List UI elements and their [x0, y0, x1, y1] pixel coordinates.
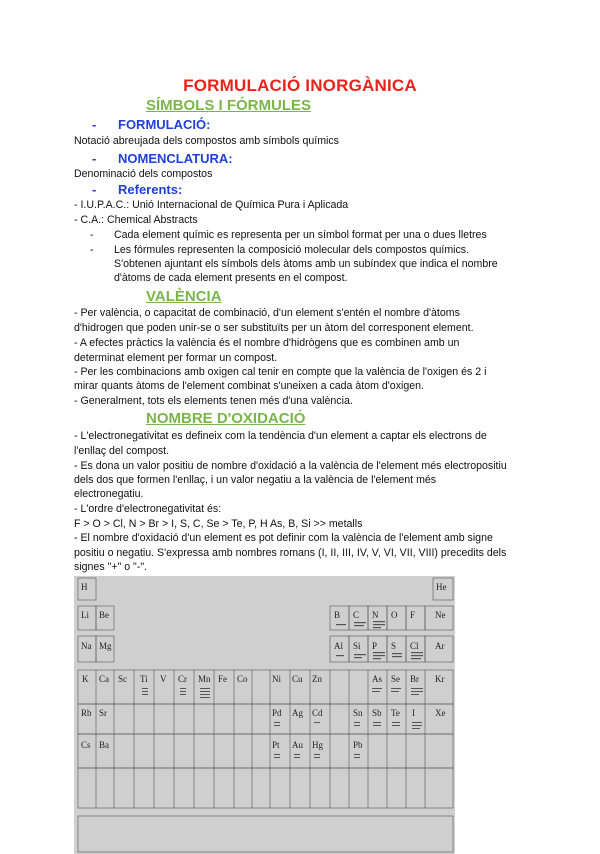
- element-symbol: F: [410, 610, 416, 620]
- valencia-line: d'hidrogen que poden unir-se o ser substituïts per un àtom del corresponent element.: [74, 322, 474, 334]
- element-symbol: H: [81, 582, 88, 592]
- element-symbol: K: [82, 674, 89, 684]
- element-symbol: Ne: [435, 610, 446, 620]
- element-symbol: As: [372, 674, 383, 684]
- element-symbol: Ca: [99, 674, 109, 684]
- element-symbol: Sb: [372, 708, 382, 718]
- element-symbol: Kr: [435, 674, 445, 684]
- valencia-line: mirar quants àtoms de l'element combinat s'uneixen a cada àtom d'oxigen.: [74, 380, 424, 392]
- oxidacio-line: positiu o negatiu. S'expressa amb nombres romans (I, II, III, IV, V, VI, VII, VIII) precedits dels: [74, 547, 507, 559]
- oxidacio-line: - L'ordre d'electronegativitat és:: [74, 503, 222, 515]
- heading-dash: -: [92, 117, 97, 132]
- element-symbol: Se: [391, 674, 400, 684]
- oxidacio-line: - Es dona un valor positiu de nombre d'oxidació a la valència de l'element més electropositiu: [74, 460, 507, 472]
- element-symbol: Sn: [353, 708, 363, 718]
- element-symbol: Na: [81, 641, 92, 651]
- bullet-dash: -: [90, 229, 94, 241]
- oxidacio-line: - L'electronegativitat es defineix com la tendència d'un element a captar els electrons de: [74, 430, 487, 442]
- element-symbol: Pt: [272, 740, 280, 750]
- element-symbol: Ba: [99, 740, 109, 750]
- element-symbol: Cl: [410, 641, 419, 651]
- oxidacio-line: - El nombre d'oxidació d'un element es pot definir com la valència de l'element amb signe: [74, 532, 493, 544]
- element-symbol: S: [391, 641, 397, 651]
- element-symbol: Hg: [312, 740, 323, 750]
- referents-line: - I.U.P.A.C.: Unió Internacional de Química Pura i Aplicada: [74, 199, 349, 211]
- oxidacio-line: F > O > Cl, N > Br > I, S, C, Se > Te, P, H As, B, Si >> metalls: [74, 518, 363, 530]
- element-symbol: Ar: [435, 641, 445, 651]
- element-symbol: Sr: [99, 708, 108, 718]
- heading-referents: [92, 182, 182, 197]
- element-symbol: I: [412, 708, 415, 718]
- element-symbol: Cd: [312, 708, 323, 718]
- valencia-line: - Generalment, tots els elements tenen més d'una valència.: [74, 395, 353, 407]
- element-symbol: V: [160, 674, 167, 684]
- element-symbol: Cr: [178, 674, 187, 684]
- heading-nomenclatura-label: NOMENCLATURA:: [118, 151, 233, 166]
- heading-formulacio-label: FORMULACIÓ:: [118, 117, 211, 132]
- section-title-simbols: SÍMBOLS I FÓRMULES: [146, 97, 311, 114]
- element-symbol: Mn: [198, 674, 211, 684]
- element-symbol: P: [372, 641, 378, 651]
- element-symbol: Ti: [140, 674, 148, 684]
- element-symbol: Cs: [81, 740, 91, 750]
- oxidacio-line: l'enllaç del compost.: [74, 445, 170, 457]
- element-symbol: Fe: [218, 674, 227, 684]
- element-symbol: Pd: [272, 708, 282, 718]
- heading-dash: -: [92, 182, 97, 197]
- periodic-table-svg: [74, 576, 455, 854]
- element-symbol: Zn: [312, 674, 322, 684]
- element-symbol: Rb: [81, 708, 92, 718]
- nomenclatura-text: Denominació dels compostos: [74, 168, 213, 180]
- bullet-text: Cada element químic es representa per un símbol format per una o dues lletres: [114, 229, 487, 241]
- element-symbol: He: [436, 582, 447, 592]
- bullet-text: Les fórmules representen la composició molecular dels compostos químics.: [114, 244, 470, 256]
- element-symbol: Mg: [99, 641, 112, 651]
- oxidacio-line: dels dos que formen l'enllaç, i un valor negatiu a la valència de l'element més: [74, 474, 437, 486]
- element-symbol: C: [353, 610, 360, 620]
- oxidacio-line: electronegatiu.: [74, 488, 144, 500]
- element-symbol: Si: [353, 641, 361, 651]
- oxidacio-line: signes "+" o "-".: [74, 561, 148, 573]
- heading-dash: -: [92, 151, 97, 166]
- element-symbol: Xe: [435, 708, 446, 718]
- element-symbol: Be: [99, 610, 109, 620]
- heading-referents-label: Referents:: [118, 182, 183, 197]
- element-symbol: Ag: [292, 708, 303, 718]
- valencia-line: - Per valència, o capacitat de combinació, d'un element s'entén el nombre d'àtoms: [74, 307, 460, 319]
- element-symbol: N: [372, 610, 379, 620]
- element-symbol: Co: [237, 674, 248, 684]
- referents-line: - C.A.: Chemical Abstracts: [74, 214, 198, 226]
- element-symbol: Cu: [292, 674, 303, 684]
- element-symbol: Li: [81, 610, 89, 620]
- bullet-dash: -: [90, 244, 94, 256]
- element-symbol: Ni: [272, 674, 281, 684]
- bullet-text: S'obtenen ajuntant els símbols dels àtoms amb un subíndex que indica el nombre: [114, 258, 498, 270]
- element-symbol: Al: [334, 641, 343, 651]
- element-symbol: B: [334, 610, 341, 620]
- periodic-table-image: [74, 576, 455, 854]
- element-symbol: Br: [410, 674, 419, 684]
- heading-nomenclatura: [92, 151, 233, 166]
- bullet-text: d'àtoms de cada element presents en el compost.: [114, 272, 348, 284]
- element-symbol: O: [391, 610, 398, 620]
- valencia-line: - Per les combinacions amb oxigen cal tenir en compte que la valència de l'oxigen és 2 i: [74, 366, 487, 378]
- element-symbol: Te: [391, 708, 400, 718]
- element-symbol: Pb: [353, 740, 363, 750]
- page-title: FORMULACIÓ INORGÀNICA: [183, 76, 417, 95]
- section-title-oxidacio: NOMBRE D'OXIDACIÓ: [146, 410, 306, 427]
- valencia-line: determinat element per formar un compost.: [74, 352, 278, 364]
- element-symbol: Sc: [118, 674, 127, 684]
- heading-formulacio: [92, 117, 210, 132]
- section-title-valencia: VALÈNCIA: [146, 288, 222, 305]
- formulacio-text: Notació abreujada dels compostos amb símbols químics: [74, 135, 339, 147]
- valencia-line: - A efectes pràctics la valència és el nombre d'hidrògens que es combinen amb un: [74, 337, 460, 349]
- element-symbol: Au: [292, 740, 303, 750]
